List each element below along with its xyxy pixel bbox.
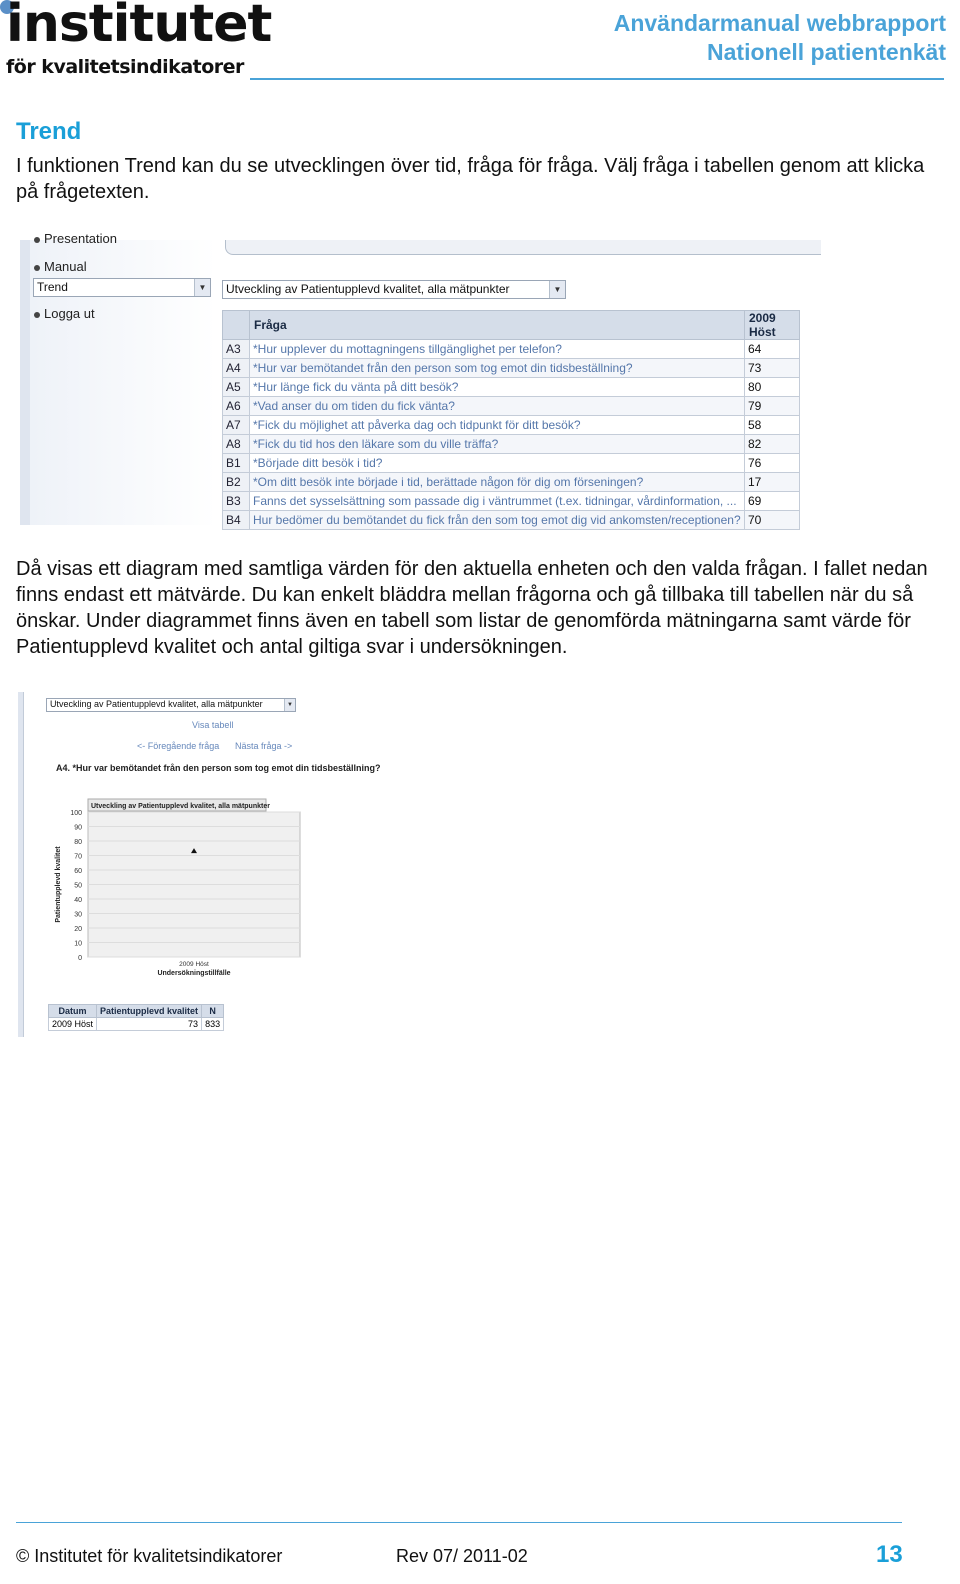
table-cell: 73 — [97, 1018, 202, 1031]
logo-wordmark: institutet — [6, 0, 272, 54]
measurement-table — [48, 1004, 224, 1031]
x-axis-label: Undersökningstillfälle — [157, 970, 231, 977]
table-header-date: Datum — [49, 1005, 97, 1018]
section-heading: Trend — [16, 118, 82, 145]
question-link[interactable]: *Hur var bemötandet från den person som tog emot din tidsbeställning? — [250, 359, 745, 378]
bullet-icon — [34, 312, 40, 318]
y-tick-label: 40 — [74, 897, 82, 904]
select-value: Utveckling av Patientupplevd kvalitet, alla mätpunkter — [50, 699, 263, 709]
y-tick-label: 10 — [74, 940, 82, 948]
table-row — [49, 1018, 224, 1031]
table-header-code — [223, 311, 250, 340]
table-row[interactable] — [223, 473, 800, 492]
row-value: 82 — [745, 435, 800, 454]
y-tick-label: 100 — [70, 810, 82, 817]
doc-title: Användarmanual webbrapport — [613, 10, 946, 36]
bullet-icon — [34, 265, 40, 271]
screenshot-trend-chart — [18, 692, 381, 1037]
question-link[interactable]: *Fick du möjlighet att påverka dag och tidpunkt för ditt besök? — [250, 416, 745, 435]
page-number: 13 — [876, 1541, 903, 1568]
table-cell: 2009 Höst — [49, 1018, 97, 1031]
bullet-icon — [34, 237, 40, 243]
y-tick-label: 20 — [74, 926, 82, 933]
table-row[interactable] — [223, 492, 800, 511]
report-type-select[interactable] — [46, 698, 296, 712]
table-row[interactable] — [223, 454, 800, 473]
chart-question-title: A4. *Hur var bemötandet från den person som tog emot din tidsbeställning? — [56, 763, 381, 773]
previous-question-link[interactable]: <- Föregående fråga — [137, 741, 220, 751]
table-row[interactable] — [223, 359, 800, 378]
sidebar-item-logout[interactable]: Logga ut — [44, 306, 95, 321]
header-divider — [250, 78, 944, 80]
select-value: Trend — [37, 280, 68, 294]
table-row[interactable] — [223, 435, 800, 454]
row-code: B1 — [223, 454, 250, 473]
chart-title: Utveckling av Patientupplevd kvalitet, alla mätpunkter — [91, 803, 270, 810]
description-paragraph: Då visas ett diagram med samtliga värden för den aktuella enheten och den valda frågan. I fallet nedan finns endast ett mätvärde. Du kan enkelt bläddra mellan frågorna och gå tillbaka till tabellen när du så önskar. Under diagrammet finns även en tabell som listar de genomförda mätningarna samt värde för Patientupplevd kvalitet och antal giltiga svar i undersökningen. — [16, 558, 928, 658]
row-code: A5 — [223, 378, 250, 397]
y-axis-label: Patientupplevd kvalitet — [55, 846, 62, 923]
row-value: 64 — [745, 340, 800, 359]
row-code: A4 — [223, 359, 250, 378]
row-value: 76 — [745, 454, 800, 473]
sidebar-item-presentation[interactable]: Presentation — [44, 231, 117, 246]
row-value: 58 — [745, 416, 800, 435]
table-header-question[interactable]: Fråga — [250, 311, 745, 340]
doc-subtitle: Nationell patientenkät — [707, 39, 946, 65]
question-link[interactable]: *Om ditt besök inte började i tid, berättade någon för dig om förseningen? — [250, 473, 745, 492]
row-value: 69 — [745, 492, 800, 511]
content-panel-edge — [225, 240, 821, 255]
y-tick-label: 80 — [74, 839, 82, 846]
screenshot-question-table — [20, 231, 820, 527]
row-code: A8 — [223, 435, 250, 454]
y-tick-label: 0 — [78, 955, 82, 962]
y-tick-label: 70 — [74, 853, 82, 861]
question-link[interactable]: Fanns det sysselsättning som passade dig i väntrummet (t.ex. tidningar, vårdinformation, ... — [250, 492, 745, 511]
y-tick-label: 90 — [74, 824, 82, 832]
row-value: 17 — [745, 473, 800, 492]
table-row[interactable] — [223, 511, 800, 530]
chevron-down-icon: ▼ — [284, 699, 295, 711]
logo-subtitle: för kvalitetsindikatorer — [6, 56, 244, 78]
trend-chart — [18, 787, 308, 982]
question-link[interactable]: Hur bedömer du bemötandet du fick från den som tog emot dig vid ankomsten/receptionen? — [250, 511, 745, 530]
y-tick-label: 60 — [74, 868, 82, 875]
y-tick-label: 50 — [74, 882, 82, 890]
table-header-period[interactable]: 2009 Höst — [745, 311, 800, 340]
question-link[interactable]: *Hur upplever du mottagningens tillgänglighet per telefon? — [250, 340, 745, 359]
report-type-select[interactable] — [222, 280, 566, 299]
row-code: A3 — [223, 340, 250, 359]
row-value: 70 — [745, 511, 800, 530]
row-code: A6 — [223, 397, 250, 416]
table-header-n: N — [202, 1005, 224, 1018]
sidebar-view-select[interactable] — [33, 278, 211, 297]
table-header-quality: Patientupplevd kvalitet — [97, 1005, 202, 1018]
row-code: B3 — [223, 492, 250, 511]
intro-paragraph: I funktionen Trend kan du se utvecklingen över tid, fråga för fråga. Välj fråga i tabellen genom att klicka på frågetexten. — [16, 155, 925, 203]
table-cell: 833 — [202, 1018, 224, 1031]
table-row[interactable] — [223, 397, 800, 416]
row-code: B4 — [223, 511, 250, 530]
table-row[interactable] — [223, 340, 800, 359]
question-link[interactable]: *Började ditt besök i tid? — [250, 454, 745, 473]
footer-copyright: © Institutet för kvalitetsindikatorer — [16, 1546, 283, 1566]
chevron-down-icon: ▼ — [194, 279, 210, 296]
row-value: 79 — [745, 397, 800, 416]
question-link[interactable]: *Hur länge fick du vänta på ditt besök? — [250, 378, 745, 397]
select-value: Utveckling av Patientupplevd kvalitet, alla mätpunkter — [226, 282, 510, 296]
question-link[interactable]: *Vad anser du om tiden du fick vänta? — [250, 397, 745, 416]
sidebar-item-manual[interactable]: Manual — [44, 259, 87, 274]
question-table — [222, 310, 800, 530]
table-row[interactable] — [223, 378, 800, 397]
row-code: B2 — [223, 473, 250, 492]
chevron-down-icon: ▼ — [549, 281, 565, 298]
footer-revision: Rev 07/ 2011-02 — [396, 1546, 528, 1566]
row-value: 73 — [745, 359, 800, 378]
show-table-link[interactable]: Visa tabell — [192, 720, 234, 730]
y-tick-label: 30 — [74, 911, 82, 919]
footer-divider — [16, 1522, 902, 1523]
next-question-link[interactable]: Nästa fråga -> — [235, 741, 293, 751]
sidebar — [30, 231, 216, 525]
row-code: A7 — [223, 416, 250, 435]
question-link[interactable]: *Fick du tid hos den läkare som du ville träffa? — [250, 435, 745, 454]
x-tick-label: 2009 Höst — [179, 961, 209, 968]
table-row[interactable] — [223, 416, 800, 435]
row-value: 80 — [745, 378, 800, 397]
